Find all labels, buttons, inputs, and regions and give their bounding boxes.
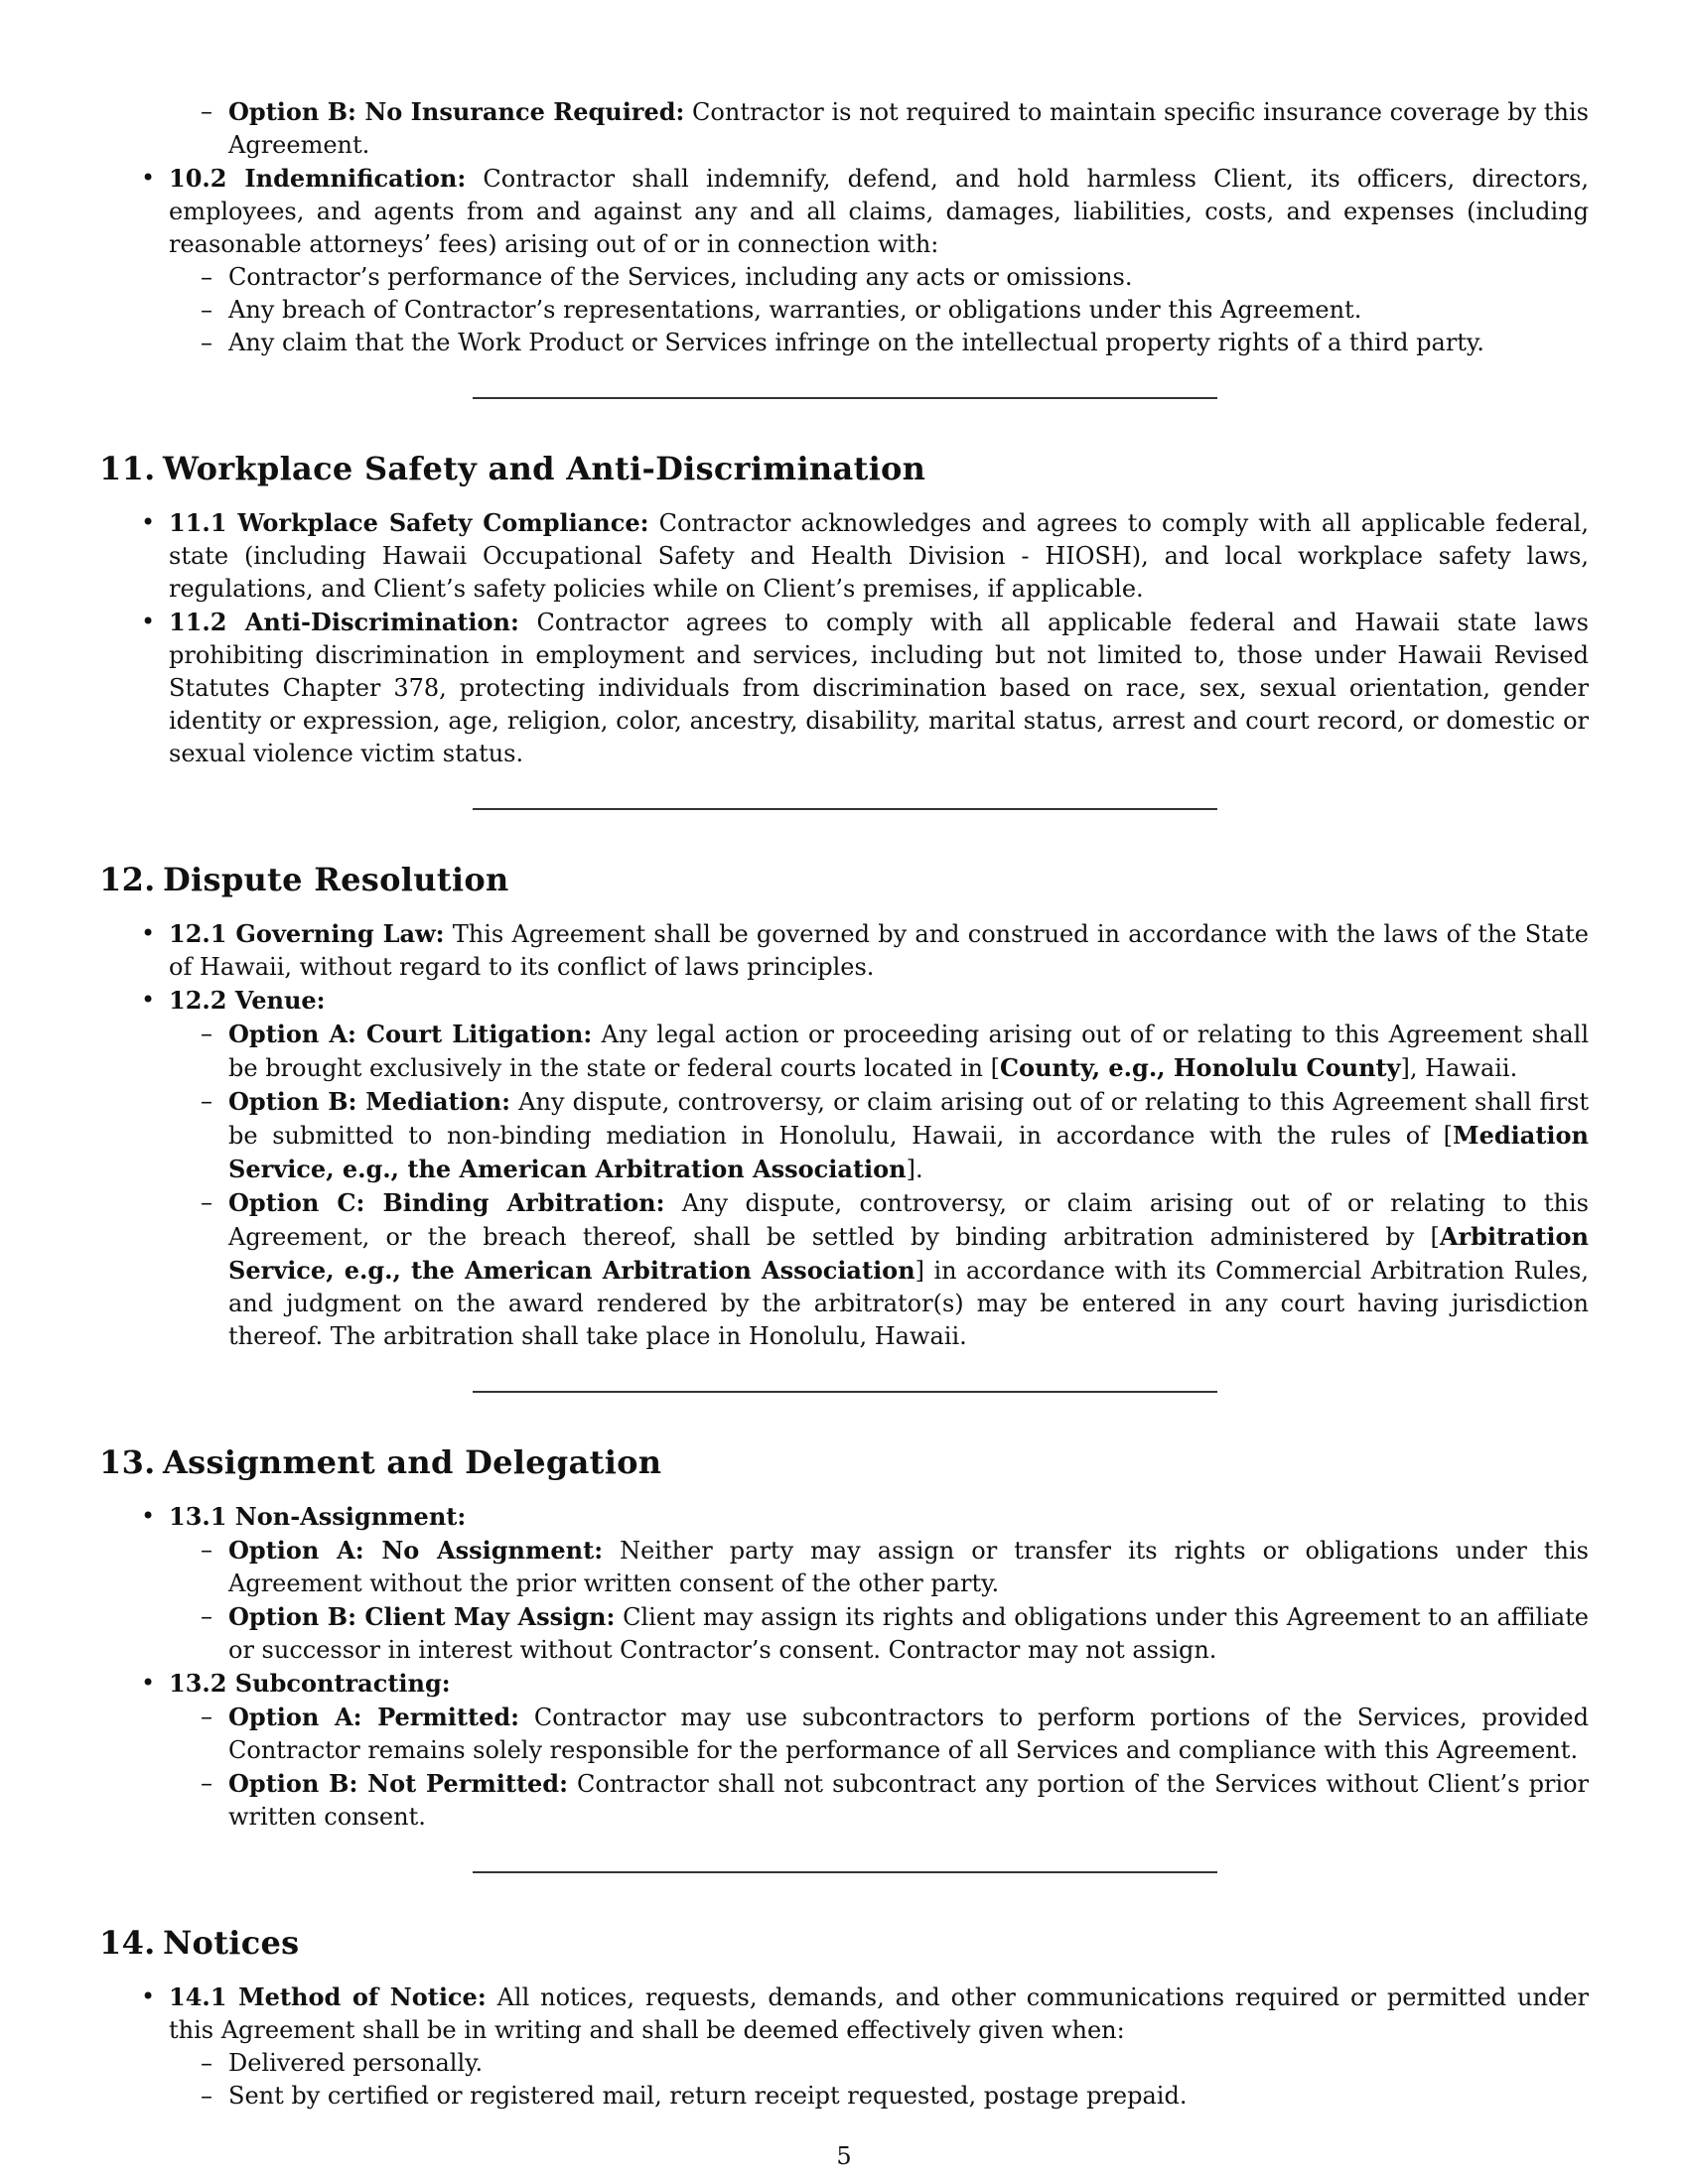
section-divider <box>473 808 1217 810</box>
list-item: – Sent by certified or registered mail, return receipt requested, postage prepaid. <box>99 2080 1589 2113</box>
insurance-option-b: – Option B: No Insurance Required: Contractor is not required to maintain specific insurance coverage by this Agreement. <box>99 95 1589 162</box>
clause-12-2: • 12.2 Venue: <box>99 984 1589 1018</box>
clause-11-1: • 11.1 Workplace Safety Compliance: Contractor acknowledges and agrees to comply with all applicable federal, state (including Hawaii Occupational Safety and Health Division - HIOSH), and local workplace safety laws, regulations, and Client’s safety policies while on Client’s premises, if applicable. <box>99 506 1589 606</box>
section-divider <box>473 1391 1217 1393</box>
assignment-option-b: – Option B: Client May Assign: Client may assign its rights and obligations under this Agreement to an affiliate or successor in interest without Contractor’s consent. Contractor may not assign. <box>99 1600 1589 1667</box>
clause-13-2: • 13.2 Subcontracting: <box>99 1667 1589 1701</box>
section-heading-11: 11. Workplace Safety and Anti-Discrimination <box>99 450 926 487</box>
clause-11-2: • 11.2 Anti-Discrimination: Contractor agrees to comply with all applicable federal and Hawaii state laws prohibiting discrimination in employment and services, including but not limited to, those under Hawaii Revised Statutes Chapter 378, protecting individuals from discrimination based on race, sex, sexual orientation, gender identity or expression, age, religion, color, ancestry, disability, marital status, arrest and court record, or domestic or sexual violence victim status. <box>99 606 1589 770</box>
section-heading-13: 13. Assignment and Delegation <box>99 1443 662 1481</box>
venue-option-c: – Option C: Binding Arbitration: Any dispute, controversy, or claim arising out of or relating to this Agreement, or the breach thereof, shall be settled by binding arbitration administered by [Arbitration Service, e.g., the American Arbitration Association] in accordance with its Commercial Arbitration Rules, and judgment on the award rendered by the arbitrator(s) may be entered in any court having jurisdiction thereof. The arbitration shall take place in Honolulu, Hawaii. <box>99 1186 1589 1353</box>
section-divider <box>473 1871 1217 1873</box>
venue-option-a: – Option A: Court Litigation: Any legal action or proceeding arising out of or relating to this Agreement shall be brought exclusively in the state or federal courts located in [County, e.g., Honolulu County], Hawaii. <box>99 1018 1589 1085</box>
clause-10-2: • 10.2 Indemnification: Contractor shall indemnify, defend, and hold harmless Client, its officers, directors, employees, and agents from and against any and all claims, damages, liabilities, costs, and expenses (including reasonable attorneys’ fees) arising out of or in connection with: <box>99 162 1589 261</box>
page-number: 5 <box>836 2142 852 2170</box>
document-page <box>99 95 1589 2113</box>
clause-12-1: • 12.1 Governing Law: This Agreement shall be governed by and construed in accordance with the laws of the State of Hawaii, without regard to its conflict of laws principles. <box>99 917 1589 984</box>
assignment-option-a: – Option A: No Assignment: Neither party may assign or transfer its rights or obligations under this Agreement without the prior written consent of the other party. <box>99 1534 1589 1600</box>
clause-13-1: • 13.1 Non-Assignment: <box>99 1500 1589 1534</box>
venue-option-b: – Option B: Mediation: Any dispute, controversy, or claim arising out of or relating to this Agreement shall first be submitted to non-binding mediation in Honolulu, Hawaii, in accordance with the rules of [Mediation Service, e.g., the American Arbitration Association]. <box>99 1085 1589 1186</box>
subcontracting-option-b: – Option B: Not Permitted: Contractor shall not subcontract any portion of the Services without Client’s prior written consent. <box>99 1767 1589 1834</box>
list-item: – Delivered personally. <box>99 2047 1589 2080</box>
section-divider <box>473 397 1217 399</box>
clause-14-1: • 14.1 Method of Notice: All notices, requests, demands, and other communications required or permitted under this Agreement shall be in writing and shall be deemed effectively given when: <box>99 1980 1589 2047</box>
section-heading-12: 12. Dispute Resolution <box>99 861 509 898</box>
list-item: – Any claim that the Work Product or Services infringe on the intellectual property rights of a third party. <box>99 327 1589 359</box>
list-item: – Any breach of Contractor’s representations, warranties, or obligations under this Agreement. <box>99 294 1589 327</box>
section-heading-14: 14. Notices <box>99 1924 300 1962</box>
subcontracting-option-a: – Option A: Permitted: Contractor may use subcontractors to perform portions of the Services, provided Contractor remains solely responsible for the performance of all Services and compliance with this Agreement. <box>99 1701 1589 1767</box>
list-item: – Contractor’s performance of the Services, including any acts or omissions. <box>99 261 1589 294</box>
